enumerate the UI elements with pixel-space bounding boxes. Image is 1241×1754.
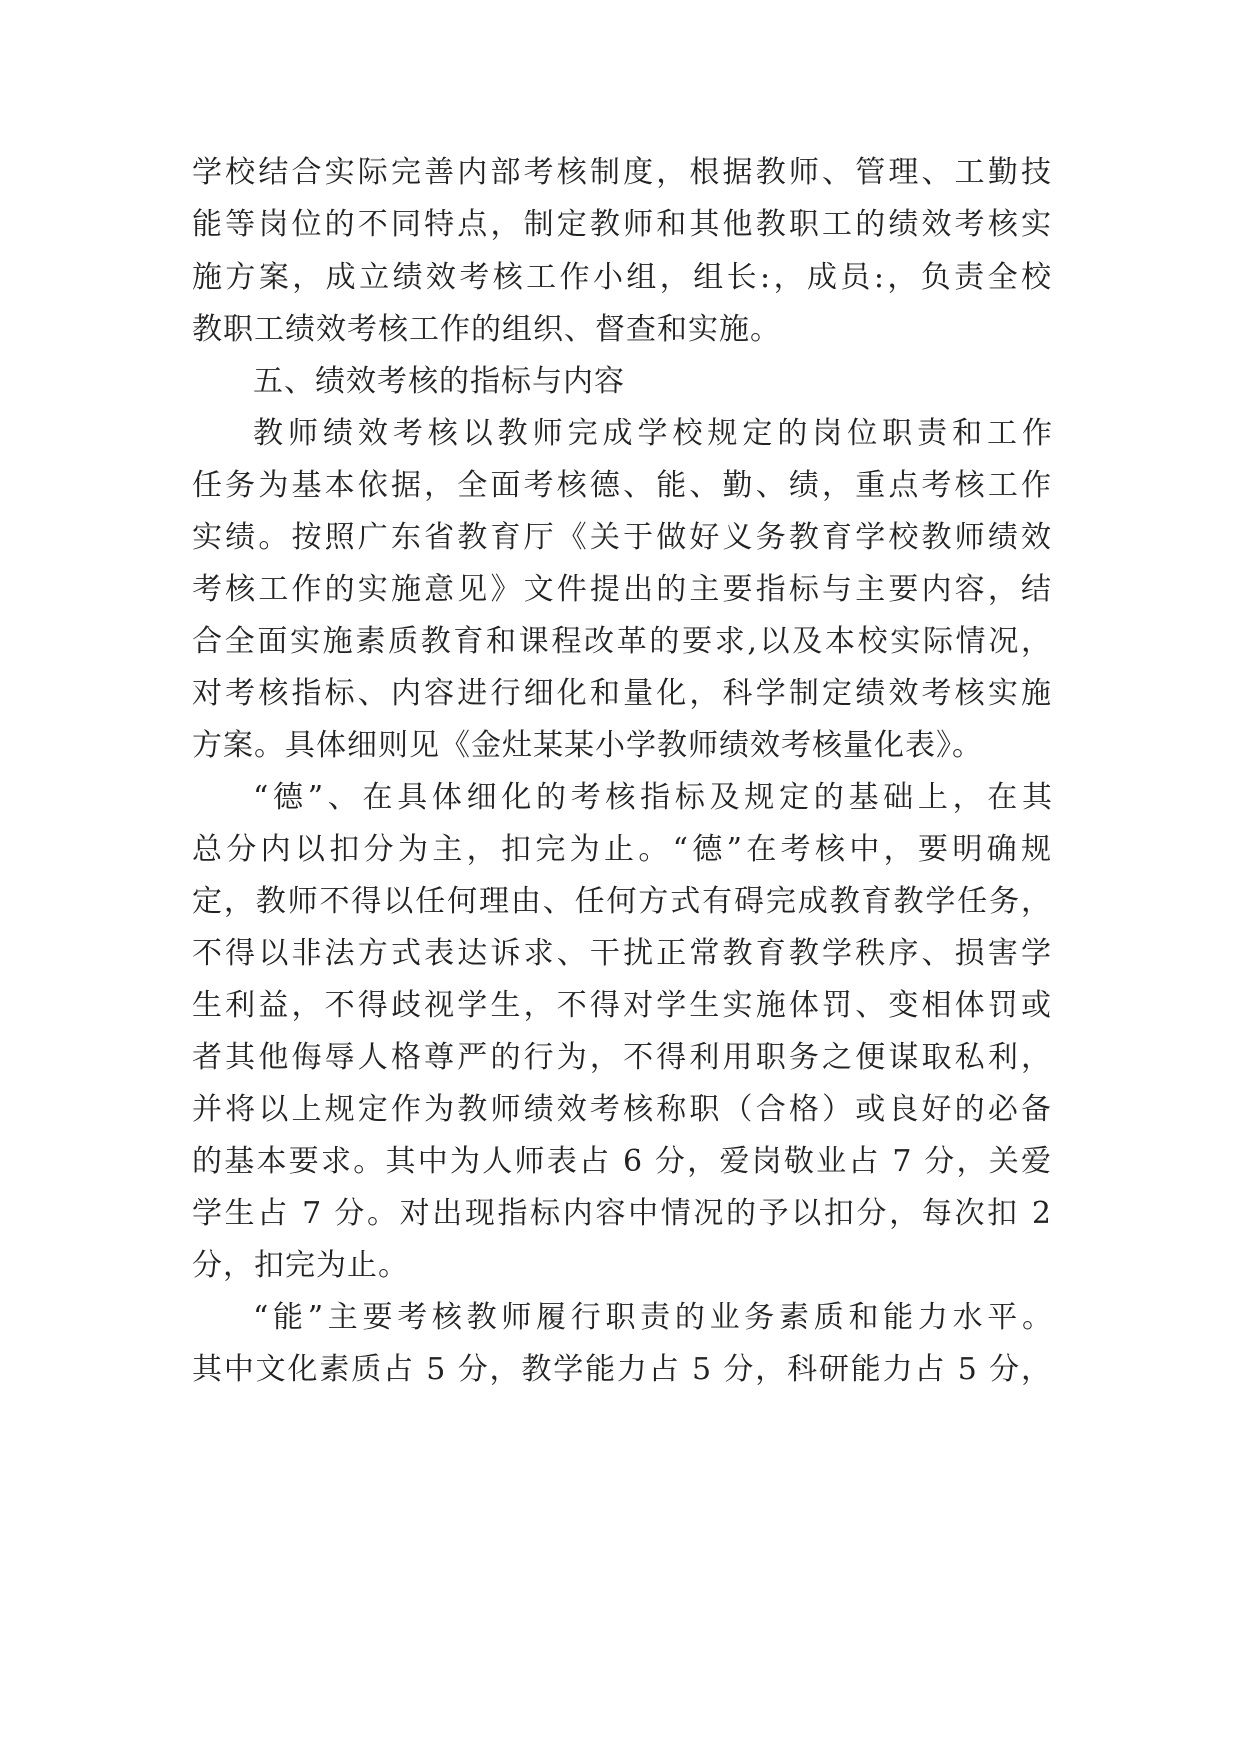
paragraph-line: 分，扣完为止。 xyxy=(192,1248,409,1283)
paragraph-line: 其中文化素质占 5 分，教学能力占 5 分，科研能力占 5 分， xyxy=(192,1352,1052,1387)
paragraph-line: “能”主要考核教师履行职责的业务素质和能力水平。 xyxy=(253,1300,1053,1335)
paragraph-line: 任务为基本依据，全面考核德、能、勤、绩，重点考核工作 xyxy=(192,468,1052,503)
paragraph-line: 的基本要求。其中为人师表占 6 分，爱岗敬业占 7 分，关爱 xyxy=(192,1144,1052,1179)
paragraph-line: 教职工绩效考核工作的组织、督查和实施。 xyxy=(192,312,781,347)
paragraph-line: 能等岗位的不同特点，制定教师和其他教职工的绩效考核实 xyxy=(192,207,1052,242)
paragraph-line: 教师绩效考核以教师完成学校规定的岗位职责和工作 xyxy=(253,416,1053,451)
paragraph-line: 考核工作的实施意见》文件提出的主要指标与主要内容，结 xyxy=(192,572,1052,607)
paragraph-line: 实绩。按照广东省教育厅《关于做好义务教育学校教师绩效 xyxy=(192,520,1052,555)
paragraph-line: “德”、在具体细化的考核指标及规定的基础上，在其 xyxy=(253,780,1053,815)
section-heading: 五、绩效考核的指标与内容 xyxy=(253,364,625,399)
paragraph-line: 并将以上规定作为教师绩效考核称职（合格）或良好的必备 xyxy=(192,1092,1052,1127)
paragraph-line: 学生占 7 分。对出现指标内容中情况的予以扣分，每次扣 2 xyxy=(192,1196,1052,1231)
paragraph-line: 者其他侮辱人格尊严的行为，不得利用职务之便谋取私利， xyxy=(192,1040,1052,1075)
paragraph-line: 学校结合实际完善内部考核制度，根据教师、管理、工勤技 xyxy=(192,155,1052,190)
paragraph-line: 方案。具体细则见《金灶某某小学教师绩效考核量化表》。 xyxy=(192,728,983,763)
paragraph-line: 定，教师不得以任何理由、任何方式有碍完成教育教学任务， xyxy=(192,884,1052,919)
paragraph-line: 施方案，成立绩效考核工作小组，组长:，成员:，负责全校 xyxy=(192,260,1052,295)
paragraph-line: 不得以非法方式表达诉求、干扰正常教育教学秩序、损害学 xyxy=(192,936,1052,971)
paragraph-line: 生利益，不得歧视学生，不得对学生实施体罚、变相体罚或 xyxy=(192,988,1052,1023)
paragraph-line: 对考核指标、内容进行细化和量化，科学制定绩效考核实施 xyxy=(192,676,1052,711)
paragraph-line: 合全面实施素质教育和课程改革的要求,以及本校实际情况， xyxy=(192,624,1052,659)
paragraph-line: 总分内以扣分为主，扣完为止。“德”在考核中，要明确规 xyxy=(192,832,1052,867)
